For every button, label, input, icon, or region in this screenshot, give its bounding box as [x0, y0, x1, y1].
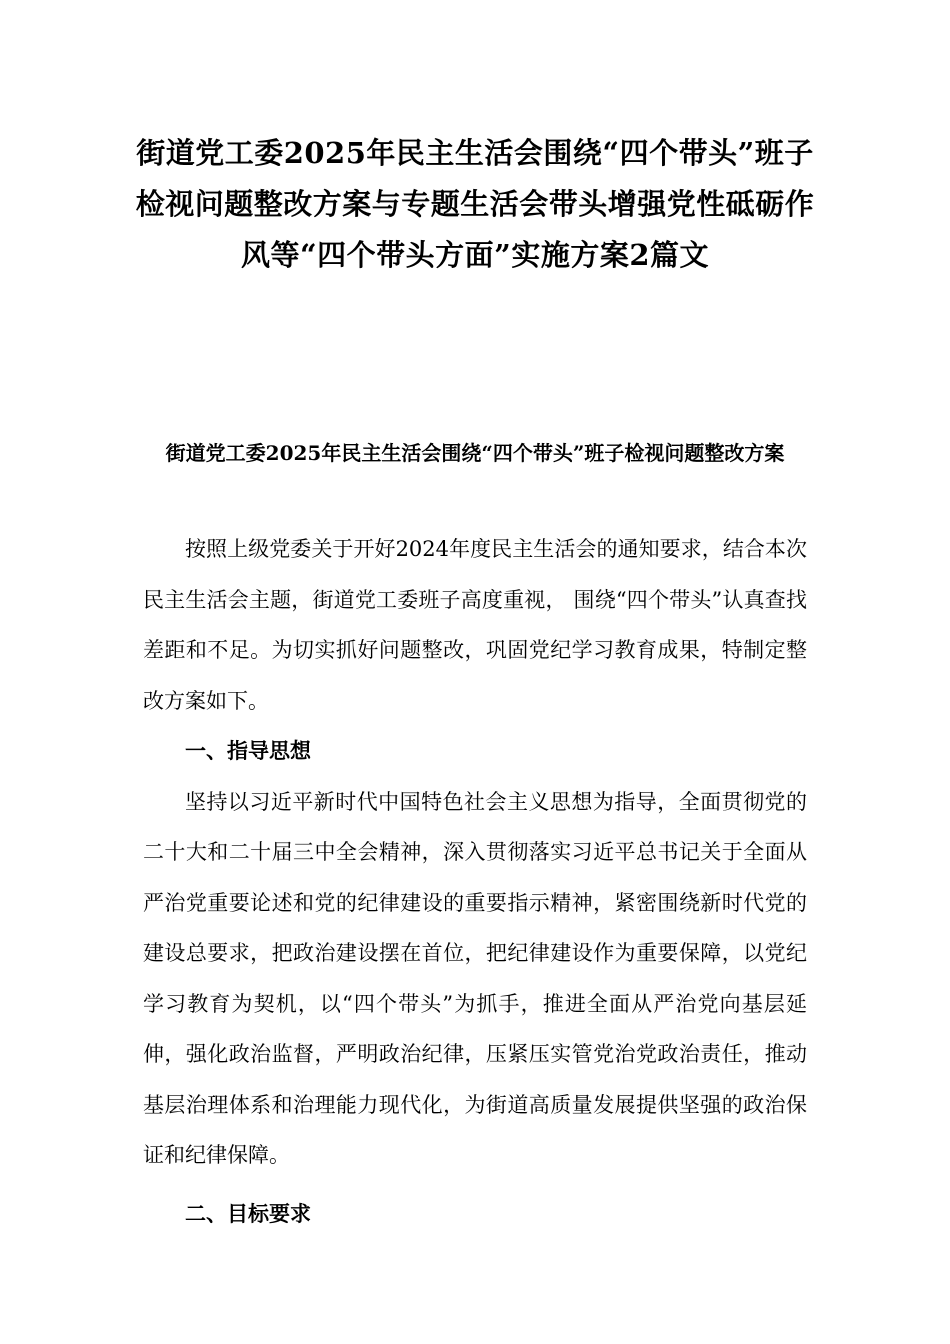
- intro-paragraph: 按照上级党委关于开好2024年度民主生活会的通知要求，结合本次民主生活会主题，街道党工委班子高度重视， 围绕“四个带头”认真查找差距和不足。为切实抓好问题整改，巩固党纪学习教育成果，特制定整改方案如下。: [143, 537, 807, 713]
- heading-target-requirements: 二、目标要求: [185, 1200, 311, 1226]
- heading-guiding-ideology: 一、指导思想: [185, 738, 311, 763]
- document-body: [143, 524, 807, 1239]
- guiding-ideology-paragraph: 坚持以习近平新时代中国特色社会主义思想为指导，全面贯彻党的二十大和二十届三中全会精神，深入贯彻落实习近平总书记关于全面从严治党重要论述和党的纪律建设的重要指示精神，紧密围绕新时代党的建设总要求，把政治建设摆在首位，把纪律建设作为重要保障，以党纪学习教育为契机，以“四个带头”为抓手，推进全面从严治党向基层延伸，强化政治监督，严明政治纪律，压紧压实管党治党政治责任，推动基层治理体系和治理能力现代化，为街道高质量发展提供坚强的政治保证和纪律保障。: [143, 789, 807, 1167]
- document-title: 街道党工委2025年民主生活会围绕“四个带头”班子检视问题整改方案与专题生活会带头增强党性砥砺作风等“四个带头方面”实施方案2篇文: [135, 136, 815, 272]
- section-title: 街道党工委2025年民主生活会围绕“四个带头”班子检视问题整改方案: [165, 441, 785, 465]
